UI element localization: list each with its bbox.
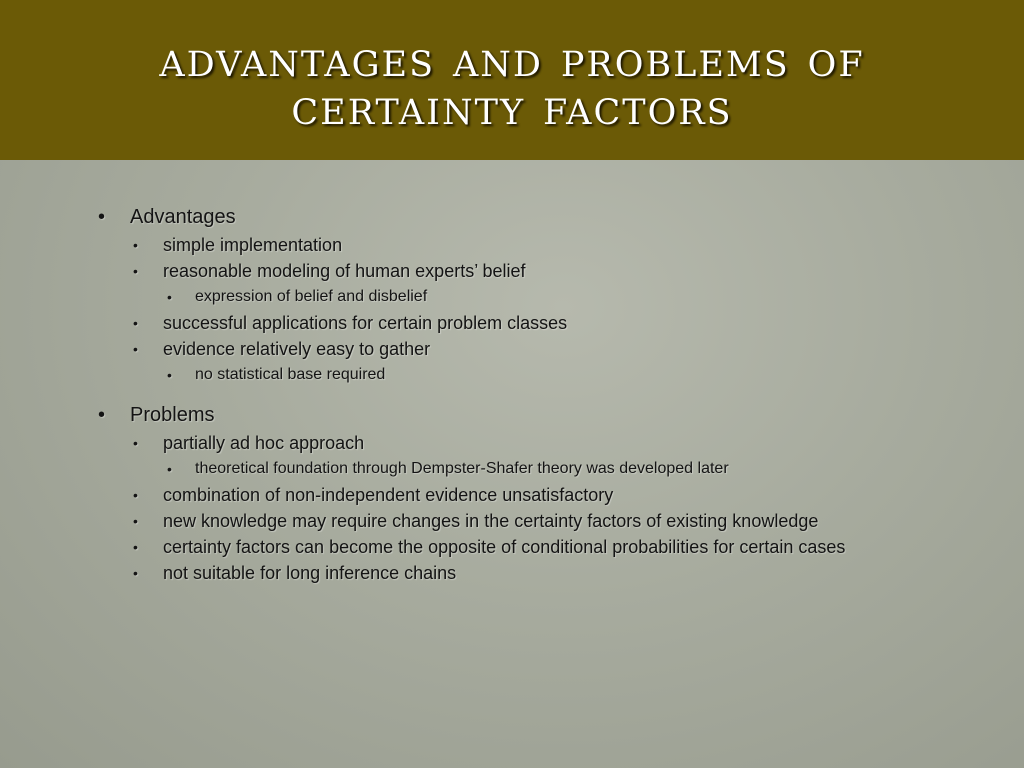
list-item-text: simple implementation (163, 235, 343, 255)
bullet-list (96, 204, 976, 582)
bullet-icon: • (133, 263, 138, 279)
slide-title: advantages and problems of certainty factors (159, 30, 865, 136)
bullet-icon: • (98, 206, 106, 228)
list-item (130, 434, 976, 478)
bullet-icon: • (167, 289, 172, 305)
list-item (130, 314, 976, 332)
sub-list (130, 434, 976, 582)
bullet-icon: • (98, 404, 106, 426)
bullet-icon: • (167, 461, 172, 477)
slide-body (96, 204, 976, 590)
section-heading: Advantages (130, 206, 236, 228)
list-item (163, 288, 976, 306)
bullet-icon: • (133, 315, 138, 331)
sub-sub-list (163, 366, 976, 384)
list-item-text: reasonable modeling of human experts’ belief (163, 261, 526, 281)
list-item (130, 538, 976, 556)
list-item-text: theoretical foundation through Dempster-Shafer theory was developed later (195, 460, 729, 477)
sub-sub-list (163, 460, 976, 478)
list-item-text: successful applications for certain problem classes (163, 313, 568, 333)
list-item (130, 512, 976, 530)
list-item (163, 366, 976, 384)
list-item-text: combination of non-independent evidence unsatisfactory (163, 485, 614, 505)
list-item (130, 236, 976, 254)
list-item (130, 262, 976, 306)
list-item-text: certainty factors can become the opposite of conditional probabilities for certain cases (163, 537, 846, 557)
list-item-text: not suitable for long inference chains (163, 563, 457, 583)
list-item (163, 460, 976, 478)
bullet-icon: • (133, 487, 138, 503)
bullet-icon: • (133, 435, 138, 451)
list-item-text: new knowledge may require changes in the certainty factors of existing knowledge (163, 511, 819, 531)
list-item (130, 486, 976, 504)
list-item-text: evidence relatively easy to gather (163, 339, 431, 359)
section-problems (96, 402, 976, 582)
sub-sub-list (163, 288, 976, 306)
bullet-icon: • (133, 539, 138, 555)
list-item-text: no statistical base required (195, 366, 386, 383)
bullet-icon: • (133, 513, 138, 529)
bullet-icon: • (133, 565, 138, 581)
list-item-text: partially ad hoc approach (163, 433, 365, 453)
bullet-icon: • (133, 341, 138, 357)
section-heading: Problems (130, 404, 215, 426)
title-bar (0, 0, 1024, 160)
bullet-icon: • (133, 237, 138, 253)
list-item (130, 564, 976, 582)
section-advantages (96, 204, 976, 384)
sub-list (130, 236, 976, 384)
bullet-icon: • (167, 367, 172, 383)
list-item (130, 340, 976, 384)
list-item-text: expression of belief and disbelief (195, 288, 428, 305)
